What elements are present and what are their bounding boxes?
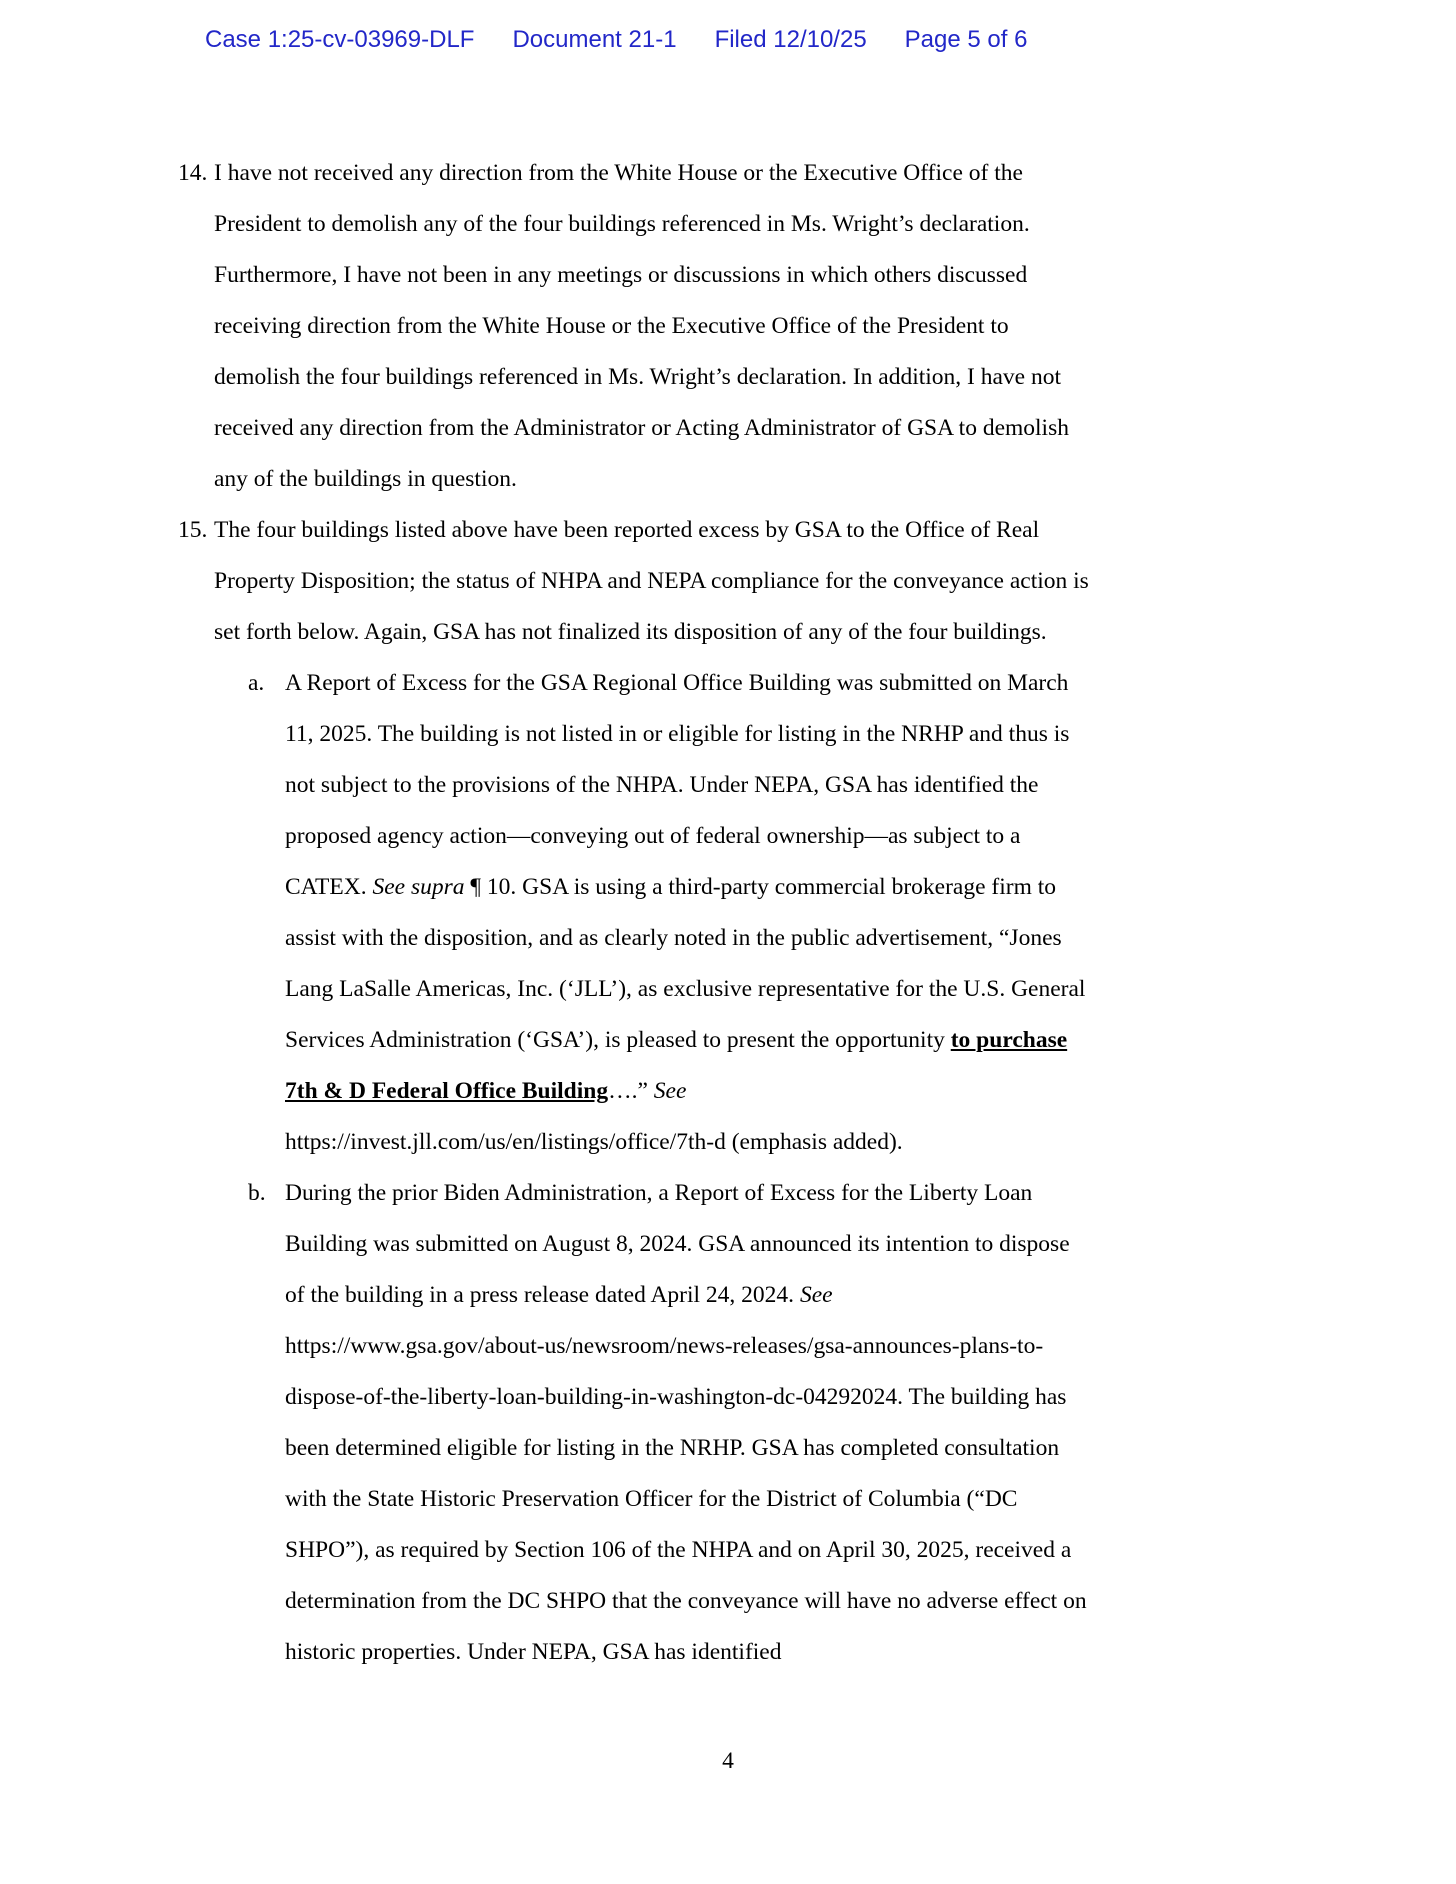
- url-text: https://www.gsa.gov/about-us/newsroom/news-releases/gsa-announces-plans-to-dispose-of-the-liberty-loan-building-in-washington-dc-04292024. The building has been determined eligible for listing in the NRHP. GSA has completed consultation with the State Historic Preservation Officer for the District of Columbia (“DC SHPO”), as required by Section 106 of the NHPA and on April 30, 2025, received a determination from the DC SHPO that the conveyance will have no adverse effect on historic properties. Under NEPA, GSA has identified: [285, 1333, 1087, 1665]
- paragraph-14: [178, 148, 1094, 505]
- subparagraph-text: [285, 1168, 1094, 1678]
- ecf-stamp: [205, 26, 1027, 54]
- subparagraph-b: [248, 1168, 1094, 1678]
- text-run: A Report of Excess for the GSA Regional Office Building was submitted on March 11, 2025. The building is not listed in or eligible for listing in the NRHP and thus is not subject to the provisions of the NHPA. Under NEPA, GSA has identified the proposed agency action—conveying out of federal ownership—as subject to a CATEX.: [285, 670, 1070, 900]
- italic-citation: See: [799, 1282, 833, 1308]
- paragraph-15: [178, 505, 1094, 658]
- subparagraph-letter: b.: [248, 1180, 266, 1206]
- paragraph-number: 14.: [178, 160, 208, 186]
- paragraph-number: 15.: [178, 517, 208, 543]
- italic-citation: See supra: [372, 874, 465, 900]
- document-body: [178, 148, 1094, 1678]
- subparagraph-letter: a.: [248, 670, 265, 696]
- emphasized-phrase: to purchase 7th & D Federal Office Building: [285, 1027, 1068, 1104]
- document-number: Document 21-1: [512, 26, 677, 53]
- filed-date: Filed 12/10/25: [714, 26, 867, 53]
- url-text: https://invest.jll.com/us/en/listings/office/7th-d (emphasis added).: [285, 1129, 903, 1155]
- subparagraph-a: [248, 658, 1094, 1168]
- text-run: ….”: [608, 1078, 654, 1104]
- paragraph-text: The four buildings listed above have been reported excess by GSA to the Office of Real Property Disposition; the status of NHPA and NEPA compliance for the conveyance action is set forth below. Again, GSA has not finalized its disposition of any of the four buildings.: [214, 517, 1089, 645]
- italic-citation: See: [653, 1078, 687, 1104]
- page-number: 4: [722, 1748, 734, 1774]
- paragraph-text: I have not received any direction from the White House or the Executive Office of the President to demolish any of the four buildings referenced in Ms. Wright’s declaration. Furthermore, I have not been in any meetings or discussions in which others discussed receiving direction from the White House or the Executive Office of the President to demolish the four buildings referenced in Ms. Wright’s declaration. In addition, I have not received any direction from the Administrator or Acting Administrator of GSA to demolish any of the buildings in question.: [214, 160, 1069, 492]
- subparagraph-text: [285, 658, 1094, 1168]
- case-number: Case 1:25-cv-03969-DLF: [205, 26, 475, 53]
- text-run: ¶ 10. GSA is using a third-party commercial brokerage firm to assist with the disposition, and as clearly noted in the public advertisement, “Jones Lang LaSalle Americas, Inc. (‘JLL’), as exclusive representative for the U.S. General Services Administration (‘GSA’), is pleased to present the opportunity: [285, 874, 1086, 1053]
- text-run: During the prior Biden Administration, a Report of Excess for the Liberty Loan Building was submitted on August 8, 2024. GSA announced its intention to dispose of the building in a press release dated April 24, 2024.: [285, 1180, 1070, 1308]
- page-indicator: Page 5 of 6: [904, 26, 1028, 53]
